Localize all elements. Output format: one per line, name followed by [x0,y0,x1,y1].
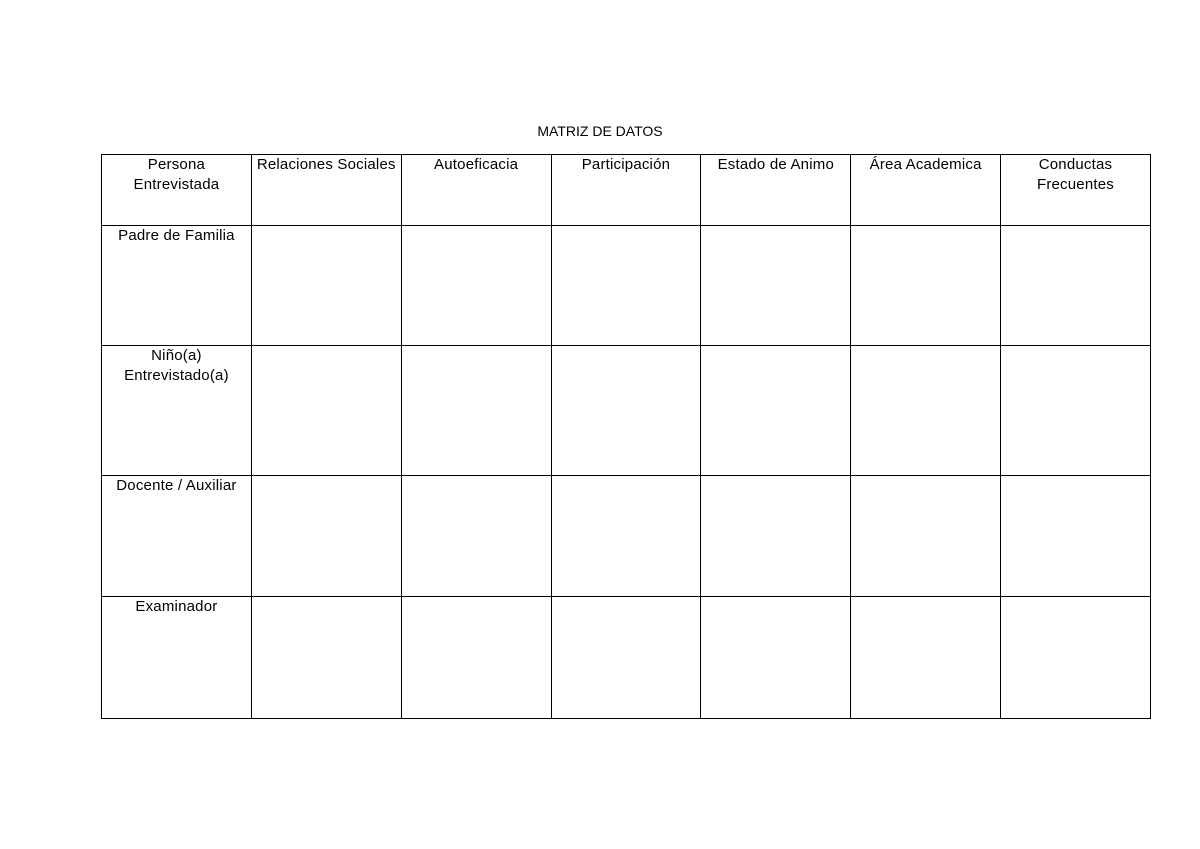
column-header-relaciones: Relaciones Sociales [251,155,401,226]
table-cell[interactable] [851,597,1001,719]
row-header-examinador: Examinador [102,597,252,719]
table-cell[interactable] [401,597,551,719]
table-cell[interactable] [251,597,401,719]
row-header-padre: Padre de Familia [102,226,252,346]
table-cell[interactable] [551,476,701,597]
column-header-participacion: Participación [551,155,701,226]
table-cell[interactable] [1001,597,1151,719]
table-cell[interactable] [551,226,701,346]
table-cell[interactable] [251,476,401,597]
table-cell[interactable] [1001,476,1151,597]
row-header-docente: Docente / Auxiliar [102,476,252,597]
table-cell[interactable] [851,476,1001,597]
table-cell[interactable] [401,476,551,597]
column-header-conductas: Conductas Frecuentes [1001,155,1151,226]
table-cell[interactable] [701,226,851,346]
table-cell[interactable] [251,346,401,476]
table-row [102,346,1151,476]
row-header-nino: Niño(a) Entrevistado(a) [102,346,252,476]
table-row [102,226,1151,346]
column-header-persona: Persona Entrevistada [102,155,252,226]
table-cell[interactable] [551,346,701,476]
table-cell[interactable] [701,597,851,719]
table-cell[interactable] [401,226,551,346]
document-title: MATRIZ DE DATOS [537,123,663,139]
table-cell[interactable] [851,346,1001,476]
table-row [102,597,1151,719]
column-header-area: Área Academica [851,155,1001,226]
column-header-autoeficacia: Autoeficacia [401,155,551,226]
table-cell[interactable] [1001,226,1151,346]
table-row [102,476,1151,597]
table-cell[interactable] [701,476,851,597]
table-cell[interactable] [851,226,1001,346]
table-cell[interactable] [551,597,701,719]
table-cell[interactable] [401,346,551,476]
table-header-row [102,155,1151,226]
table-cell[interactable] [1001,346,1151,476]
data-matrix-table [101,154,1151,719]
column-header-estado: Estado de Animo [701,155,851,226]
table-cell[interactable] [701,346,851,476]
table-cell[interactable] [251,226,401,346]
